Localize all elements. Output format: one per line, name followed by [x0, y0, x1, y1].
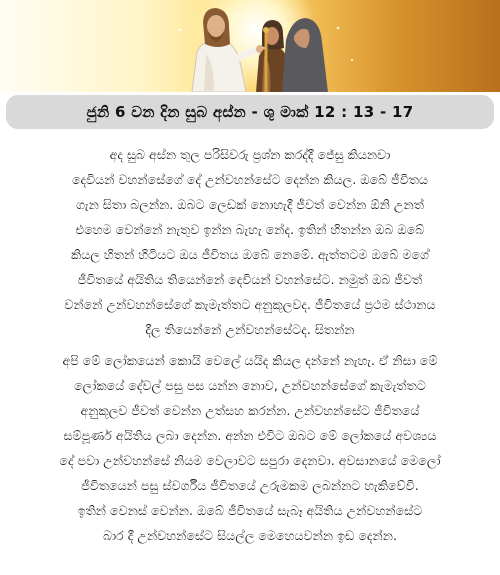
text-line: වන්නේ උන්වහන්සේගේ කැමැත්තට අනුකූලවද. ජීවිතයේ ප්‍රථම ස්ථානය	[64, 297, 436, 312]
text-line: ලෝකයේ දේවල් පසු පස යන්න නොව, උන්වහන්සේගේ කැමැත්තට	[74, 378, 426, 393]
text-line: කියල හිතන් හිටියට ඔය ජීවිතය ඔබේ නෙමේ. ඇත්තටම ඔබේ මගේ	[71, 247, 429, 262]
reflection-text	[0, 142, 500, 548]
text-line: ඉතින් වෙනස් වෙන්න. ඔබේ ජීවිතයේ සැබෑ අයිතිය උන්වහන්සේට	[77, 503, 423, 518]
text-line: අපි මේ ලෝකයෙන් කොයි වෙලේ යයිද කියල දන්නේ නැහැ. ඒ නිසා මේ	[62, 353, 438, 368]
text-line: අනුකූලව ජීවත් වෙන්න උත්සහ කරන්න. උන්වහන්සේට ජීවිතයේ	[80, 403, 420, 418]
text-line: දෙවියන් වහන්සේගේ දේ උන්වහන්සේට දෙන්න කියල. ඔබේ ජීවිතය	[71, 172, 429, 187]
text-line: අද සුබ අස්න තුල පරිසිවරු ප්‍රශ්න කරද්දී ජේසු කියනවා	[109, 147, 391, 162]
text-line: ජීවිතයෙන් පසු ස්වර්ගීය ජීවිතයේ උරුමකම ලබන්නට හැකිවේවි.	[81, 478, 419, 493]
text-line: ගැන සිතා බලන්න. ඔබට ලෙඩක් නොහැදී ජීවත් වෙන්න ඕනි උනත්	[76, 197, 424, 212]
paragraph-2	[0, 348, 500, 548]
header-banner	[0, 0, 500, 92]
text-line: එහෙම වෙන්නේ නැතුව ඉන්න බැහැ නේද. ඉතින් හිතන්න ඔබ ඔබේ	[75, 222, 425, 237]
paragraph-1	[0, 142, 500, 342]
text-line: දේ පවා උන්වහන්සේ නියම වෙලාවට සපුරා දෙනවා. අවසානයේ මෙලෝ	[59, 453, 441, 468]
jesus-with-disciples-illustration	[0, 0, 500, 92]
hooded-figure	[282, 18, 328, 92]
page-title: ජුනි 6 වන දින සුබ අස්න - ශු මාක් 12 : 13 - 17	[86, 103, 414, 121]
text-line: දීල තියෙන්නේ උන්වහන්සේටද. සිතන්න	[145, 322, 355, 337]
text-line: සම්පූර්ණ අයිතිය ලබා දෙන්න. අන්න එවිට ඔබට මේ ලෝකයේ අවශ්‍යය	[63, 428, 437, 443]
text-line: ජීවිතයේ අයිතිය තියෙන්නේ දෙවියන් වහන්සේට. නමුත් ඔබ ජීවත්	[77, 272, 423, 287]
title-bar	[6, 95, 494, 129]
text-line: බාර දී උන්වහන්සේට සියල්ල මෙහෙයවන්න ඉඩ දෙන්න.	[103, 528, 397, 543]
jesus-figure	[192, 8, 264, 92]
